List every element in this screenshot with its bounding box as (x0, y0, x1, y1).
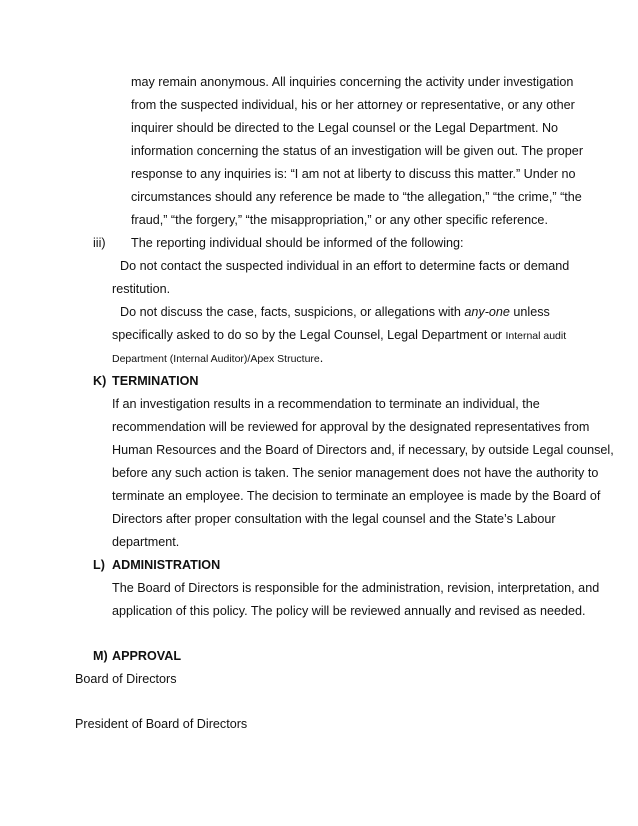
instruction-line: specifically asked to do so by the Legal Counsel, Legal Department or Internal audit (112, 328, 567, 342)
paragraph-line: circumstances should any reference be made to “the allegation,” “the crime,” “the (131, 190, 582, 204)
signatory-president: President of Board of Directors (75, 717, 248, 731)
paragraph-line: response to any inquiries is: “I am not at liberty to discuss this matter.” Under no (131, 167, 576, 181)
section-heading-approval: APPROVAL (112, 649, 182, 663)
signatory-board: Board of Directors (75, 672, 177, 686)
instruction-line: Department (Internal Auditor)/Apex Structure. (112, 351, 324, 365)
paragraph-line: fraud,” “the forgery,” “the misappropriation,” or any other specific reference. (131, 213, 548, 227)
paragraph-line: before any such action is taken. The senior management does not have the authority to (112, 466, 599, 480)
paragraph-line: terminate an employee. The decision to terminate an employee is made by the Board of (112, 489, 601, 503)
section-letter: K) (93, 374, 107, 388)
list-item-text: The reporting individual should be informed of the following: (131, 236, 464, 250)
section-heading-termination: TERMINATION (112, 374, 199, 388)
paragraph-line: If an investigation results in a recommendation to terminate an individual, the (112, 397, 540, 411)
section-letter: L) (93, 558, 105, 572)
paragraph-line: inquirer should be directed to the Legal counsel or the Legal Department. No (131, 121, 559, 135)
paragraph-line: department. (112, 535, 180, 549)
instruction-line: restitution. (112, 282, 171, 296)
paragraph-line: recommendation will be reviewed for approval by the designated representatives from (112, 420, 590, 434)
paragraph-line: The Board of Directors is responsible for the administration, revision, interpretation, and (112, 581, 600, 595)
paragraph-line: from the suspected individual, his or her attorney or representative, or any other (131, 98, 575, 112)
instruction-line: Do not contact the suspected individual in an effort to determine facts or demand (120, 259, 570, 273)
paragraph-line: Human Resources and the Board of Directors and, if necessary, by outside Legal counsel, (112, 443, 614, 457)
paragraph-line: information concerning the status of an investigation will be given out. The proper (131, 144, 584, 158)
paragraph-line: application of this policy. The policy will be reviewed annually and revised as needed. (112, 604, 586, 618)
list-numeral: iii) (93, 236, 106, 250)
instruction-line: Do not discuss the case, facts, suspicions, or allegations with any-one unless (120, 305, 550, 319)
section-letter: M) (93, 649, 108, 663)
paragraph-line: Directors after proper consultation with the legal counsel and the State’s Labour (112, 512, 556, 526)
paragraph-line: may remain anonymous. All inquiries concerning the activity under investigation (131, 75, 574, 89)
section-heading-administration: ADMINISTRATION (112, 558, 221, 572)
emphasis-text: any-one (464, 305, 510, 319)
